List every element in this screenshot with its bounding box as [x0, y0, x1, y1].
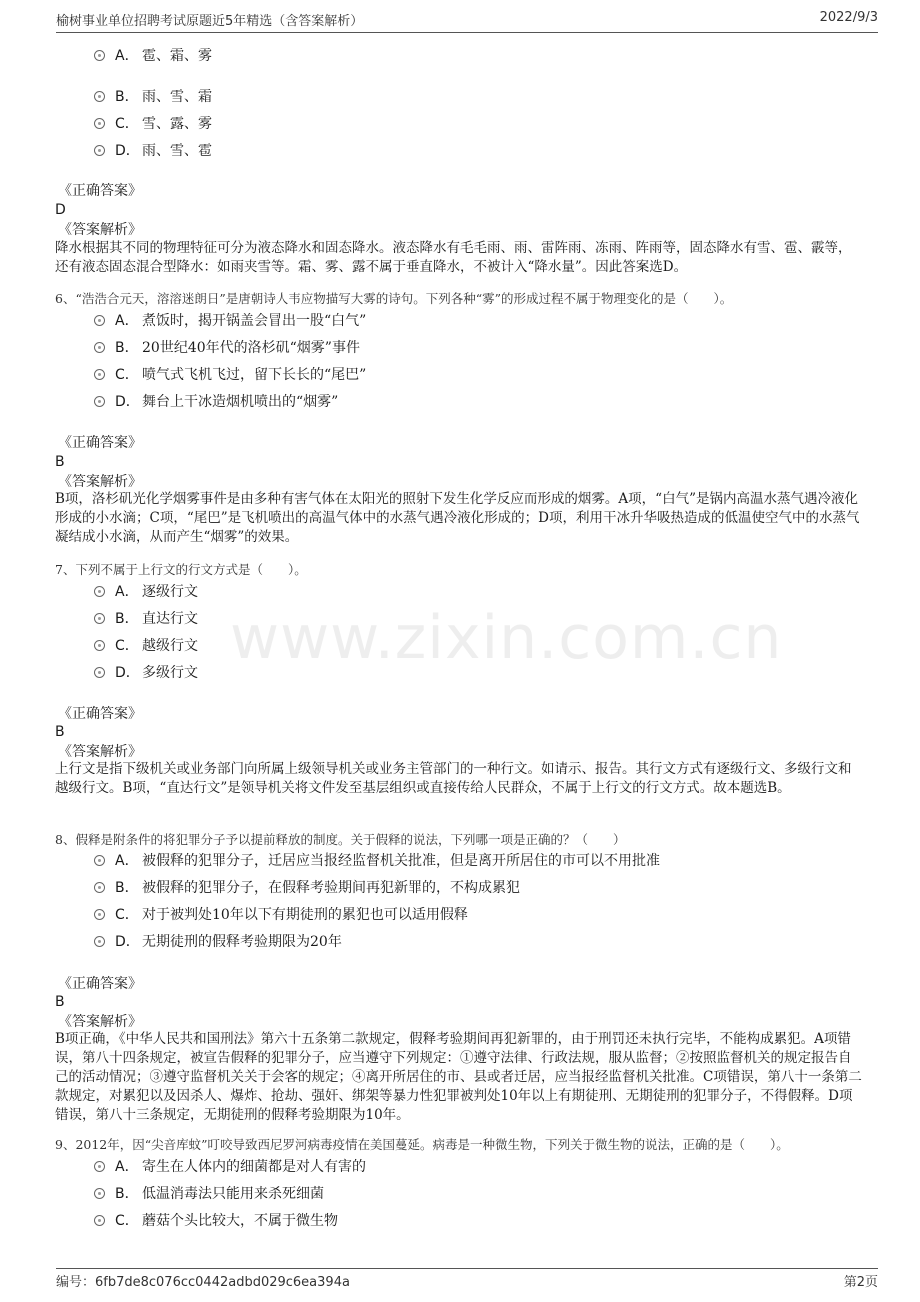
page-header	[56, 10, 878, 30]
document-code: 编号：6fb7de8c076cc0442adbd029c6ea394a	[56, 1275, 350, 1290]
watermark: www.zixin.com.cn	[230, 603, 783, 673]
radio-icon[interactable]	[94, 667, 105, 678]
radio-icon[interactable]	[94, 936, 105, 947]
header-date: 2022/9/3	[819, 10, 878, 25]
page-footer	[56, 1271, 878, 1291]
correct-answer-value: D	[55, 202, 66, 218]
radio-icon[interactable]	[94, 91, 105, 102]
question-stem: 8、假释是附条件的将犯罪分子予以提前释放的制度。关于假释的说法，下列哪一项是正确的？（ ）	[55, 832, 626, 847]
answer-explanation: 上行文是指下级机关或业务部门向所属上级领导机关或业务主管部门的一种行文。如请示、报告。其行文方式有逐级行文、多级行文和越级行文。B项，“直达行文”是领导机关将文件发至基层组织或直接传给人民群众，不属于上行文的行文方式。故本题选B。	[55, 761, 852, 796]
radio-icon[interactable]	[94, 882, 105, 893]
analysis-label: 《答案解析》	[58, 744, 142, 760]
radio-icon[interactable]	[94, 613, 105, 624]
question-stem: 6、“浩浩合元天，溶溶迷朗日”是唐朝诗人韦应物描写大雾的诗句。下列各种“雾”的形成过程不属于物理变化的是（ ）。	[55, 291, 733, 306]
answer-explanation: B项正确，《中华人民共和国刑法》第六十五条第二款规定，假释考验期间再犯新罪的，由于刑罚还未执行完毕，不能构成累犯。A项错误，第八十四条规定，被宣告假释的犯罪分子，应当遵守下列规定：①遵守法律、行政法规，服从监督；②按照监督机关的规定报告自己的活动情况；③遵守监督机关关于会客的规定；④离开所居住的市、县或者迁居，应当报经监督机关批准。C项错误，第八十一条第二款规定，对累犯以及因杀人、爆炸、抢劫、强奸、绑架等暴力性犯罪被判处10年以上有期徒刑、无期徒刑的犯罪分子，不得假释。D项错误，第八十三条规定，无期徒刑的假释考验期限为10年。	[55, 1031, 862, 1123]
header-rule	[56, 32, 878, 33]
analysis-label: 《答案解析》	[58, 474, 142, 490]
radio-icon[interactable]	[94, 909, 105, 920]
analysis-label: 《答案解析》	[58, 1014, 142, 1030]
correct-answer-label: 《正确答案》	[58, 435, 142, 451]
radio-icon[interactable]	[94, 855, 105, 866]
radio-icon[interactable]	[94, 118, 105, 129]
radio-icon[interactable]	[94, 342, 105, 353]
analysis-label: 《答案解析》	[58, 222, 142, 238]
correct-answer-value: B	[55, 724, 65, 740]
radio-icon[interactable]	[94, 50, 105, 61]
radio-icon[interactable]	[94, 396, 105, 407]
correct-answer-value: B	[55, 454, 65, 470]
page-number: 第2页	[843, 1275, 878, 1290]
correct-answer-label: 《正确答案》	[58, 976, 142, 992]
correct-answer-value: B	[55, 994, 65, 1010]
radio-icon[interactable]	[94, 586, 105, 597]
correct-answer-label: 《正确答案》	[58, 183, 142, 199]
radio-icon[interactable]	[94, 640, 105, 651]
radio-icon[interactable]	[94, 369, 105, 380]
radio-icon[interactable]	[94, 1188, 105, 1199]
answer-explanation: 降水根据其不同的物理特征可分为液态降水和固态降水。液态降水有毛毛雨、雨、雷阵雨、冻雨、阵雨等，固态降水有雪、雹、霰等，还有液态固态混合型降水：如雨夹雪等。霜、雾、露不属于垂直降水，不被计入“降水量”。因此答案选D。	[55, 240, 852, 275]
question-stem: 9、2012年，因“尖音库蚊”叮咬导致西尼罗河病毒疫情在美国蔓延。病毒是一种微生物，下列关于微生物的说法，正确的是（ ）。	[55, 1137, 789, 1152]
correct-answer-label: 《正确答案》	[58, 706, 142, 722]
question-stem: 7、下列不属于上行文的行文方式是（ ）。	[55, 562, 307, 577]
radio-icon[interactable]	[94, 145, 105, 156]
footer-rule	[56, 1268, 878, 1269]
document-title: 榆树事业单位招聘考试原题近5年精选（含答案解析）	[56, 14, 364, 29]
radio-icon[interactable]	[94, 315, 105, 326]
answer-explanation: B项，洛杉矶光化学烟雾事件是由多种有害气体在太阳光的照射下发生化学反应而形成的烟雾。A项，“白气”是锅内高温水蒸气遇冷液化形成的小水滴；C项，“尾巴”是飞机喷出的高温气体中的水蒸气遇冷液化形成的；D项，利用干冰升华吸热造成的低温使空气中的水蒸气凝结成小水滴，从而产生“烟雾”的效果。	[55, 491, 860, 545]
radio-icon[interactable]	[94, 1161, 105, 1172]
radio-icon[interactable]	[94, 1215, 105, 1226]
